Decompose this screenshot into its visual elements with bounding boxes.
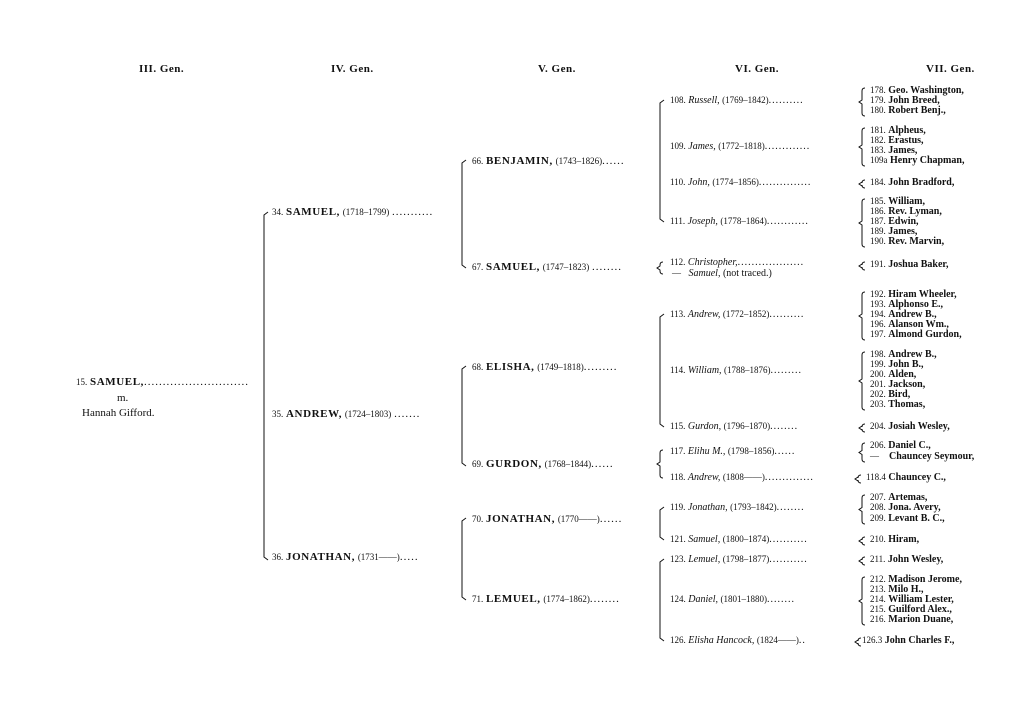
gen4-entry: 35. ANDREW, (1724–1803) ....... [272, 408, 421, 420]
gen7-entry: 189. James, [870, 226, 918, 237]
gen6-entry: 119. Jonathan, (1793–1842)........ [670, 502, 805, 513]
gen7-entry: 183. James, [870, 145, 918, 156]
bracket-elisha-children [660, 314, 664, 427]
bracket-lemuel-children [660, 559, 664, 641]
bracket-john-children [859, 180, 865, 188]
gen7-entry: 203. Thomas, [870, 399, 926, 410]
gen5-entry: 69. GURDON, (1768–1844)...... [472, 458, 614, 470]
gen7-entry: 215. Guilford Alex., [870, 604, 952, 615]
gen7-entry: 209. Levant B. C., [870, 513, 945, 524]
gen7-entry: 202. Bird, [870, 389, 911, 400]
gen3-number: 15. [76, 377, 88, 387]
header-gen-4: IV. Gen. [331, 63, 374, 75]
gen7-entry: 193. Alphonso E., [870, 299, 943, 310]
gen5-entry: 67. SAMUEL, (1747–1823) ........ [472, 261, 623, 273]
gen7-entry: 180. Robert Benj., [870, 105, 946, 116]
bracket-jonathan-70-children [660, 507, 664, 540]
gen7-entry: 185. William, [870, 196, 926, 207]
gen6-entry: 123. Lemuel, (1798–1877)........... [670, 554, 808, 565]
gen7-entry: 198. Andrew B., [870, 349, 937, 360]
gen7-entry: 211. John Wesley, [870, 554, 944, 565]
header-gen-7: VII. Gen. [926, 63, 975, 75]
gen7-entry: 206. Daniel C., [870, 440, 931, 451]
gen6-entry: 112. Christopher,................... [670, 257, 805, 268]
bracket-jonathan-children [462, 518, 466, 600]
gen5-entry: 66. BENJAMIN, (1743–1826)...... [472, 155, 625, 167]
gen7-entry: 210. Hiram, [870, 534, 920, 545]
gen7-entry: 212. Madison Jerome, [870, 574, 962, 585]
gen7-entry: 197. Almond Gurdon, [870, 329, 962, 340]
gen7-entry: 194. Andrew B., [870, 309, 937, 320]
gen7-entry: 199. John B., [870, 359, 924, 370]
gen6-entry: 109. James, (1772–1818)............. [670, 141, 811, 152]
gen7-entry: 213. Milo H., [870, 584, 924, 595]
gen7-entry: 216. Marion Duane, [870, 614, 954, 625]
gen6-entry: 121. Samuel, (1800–1874)........... [670, 534, 808, 545]
bracket-james-children [859, 128, 865, 166]
bracket-andrew-113-children [859, 292, 865, 340]
gen6-entry: 108. Russell, (1769–1842).......... [670, 95, 804, 106]
bracket-andrew-118-children [855, 475, 861, 483]
bracket-elisha-hancock-children [855, 638, 861, 646]
bracket-gurdon-children [657, 450, 663, 478]
gen4-entry: 36. JONATHAN, (1731——)..... [272, 551, 419, 563]
bracket-joseph-children [859, 199, 865, 247]
header-gen-3: III. Gen. [139, 63, 185, 75]
bracket-gen3-children [264, 212, 268, 560]
bracket-benjamin-children [660, 100, 664, 222]
gen7-entry: 179. John Breed, [870, 95, 940, 106]
bracket-jonathan-119-children [859, 495, 865, 524]
gen7-entry: 207. Artemas, [870, 492, 928, 503]
gen6-entry: 126. Elisha Hancock, (1824——).. [670, 635, 806, 646]
gen7-entry: 109a Henry Chapman, [870, 155, 965, 166]
gen6-entry: 114. William, (1788–1876)......... [670, 365, 803, 376]
gen6-entry: 117. Elihu M., (1798–1856)...... [670, 446, 796, 457]
gen6-entry: — Samuel, (not traced.) [672, 268, 772, 279]
gen7-entry: 186. Rev. Lyman, [870, 206, 942, 217]
bracket-lemuel-123-children [859, 557, 865, 565]
gen5-entry: 68. ELISHA, (1749–1818)......... [472, 361, 618, 373]
gen7-entry: 204. Josiah Wesley, [870, 421, 950, 432]
gen7-entry: 181. Alpheus, [870, 125, 926, 136]
gen3-leader-dots: ............................ [144, 376, 250, 388]
gen7-entry: 182. Erastus, [870, 135, 924, 146]
gen7-entry: — Chauncey Seymour, [870, 451, 975, 462]
gen6-entry: 111. Joseph, (1778–1864)............ [670, 216, 809, 227]
gen3-married: m. [117, 392, 129, 404]
gen7-entry: 190. Rev. Marvin, [870, 236, 945, 247]
gen7-entry: 184. John Bradford, [870, 177, 955, 188]
gen6-entry: 113. Andrew, (1772–1852).......... [670, 309, 805, 320]
header-gen-6: VI. Gen. [735, 63, 780, 75]
bracket-samuel-children [462, 160, 466, 268]
bracket-elihu-children [859, 443, 865, 462]
bracket-william-children [859, 352, 865, 410]
gen3-entry [76, 377, 249, 388]
gen7-entry: 126.3 John Charles F., [862, 635, 955, 646]
gen7-entry: 118.4 Chauncey C., [866, 472, 946, 483]
bracket-andrew-children [462, 366, 466, 466]
gen3-spouse: Hannah Gifford. [82, 407, 155, 419]
gen7-entry: 201. Jackson, [870, 379, 926, 390]
gen3-name: SAMUEL, [90, 376, 145, 388]
gen7-entry: 178. Geo. Washington, [870, 85, 964, 96]
bracket-samuel-121-children [859, 537, 865, 545]
gen7-entry: 192. Hiram Wheeler, [870, 289, 957, 300]
gen7-entry: 200. Alden, [870, 369, 917, 380]
bracket-samuel-67-children [657, 262, 663, 274]
gen6-entry: 115. Gurdon, (1796–1870)........ [670, 421, 799, 432]
gen7-entry: 191. Joshua Baker, [870, 259, 949, 270]
bracket-gurdon-115-children [859, 424, 865, 432]
gen7-entry: 214. William Lester, [870, 594, 954, 605]
bracket-russell-children [859, 88, 865, 116]
header-gen-5: V. Gen. [538, 63, 576, 75]
gen6-entry: 110. John, (1774–1856)............... [670, 177, 812, 188]
bracket-daniel-children [859, 577, 865, 625]
gen7-entry: 208. Jona. Avery, [870, 502, 941, 513]
gen6-entry: 118. Andrew, (1808——).............. [670, 472, 814, 483]
gen7-entry: 196. Alanson Wm., [870, 319, 949, 330]
gen5-entry: 70. JONATHAN, (1770——)...... [472, 513, 623, 525]
bracket-christopher-children [859, 262, 865, 270]
gen7-entry: 187. Edwin, [870, 216, 919, 227]
gen4-entry: 34. SAMUEL, (1718–1799) ........... [272, 206, 434, 218]
gen5-entry: 71. LEMUEL, (1774–1862)........ [472, 593, 620, 605]
gen6-entry: 124. Daniel, (1801–1880)........ [670, 594, 795, 605]
